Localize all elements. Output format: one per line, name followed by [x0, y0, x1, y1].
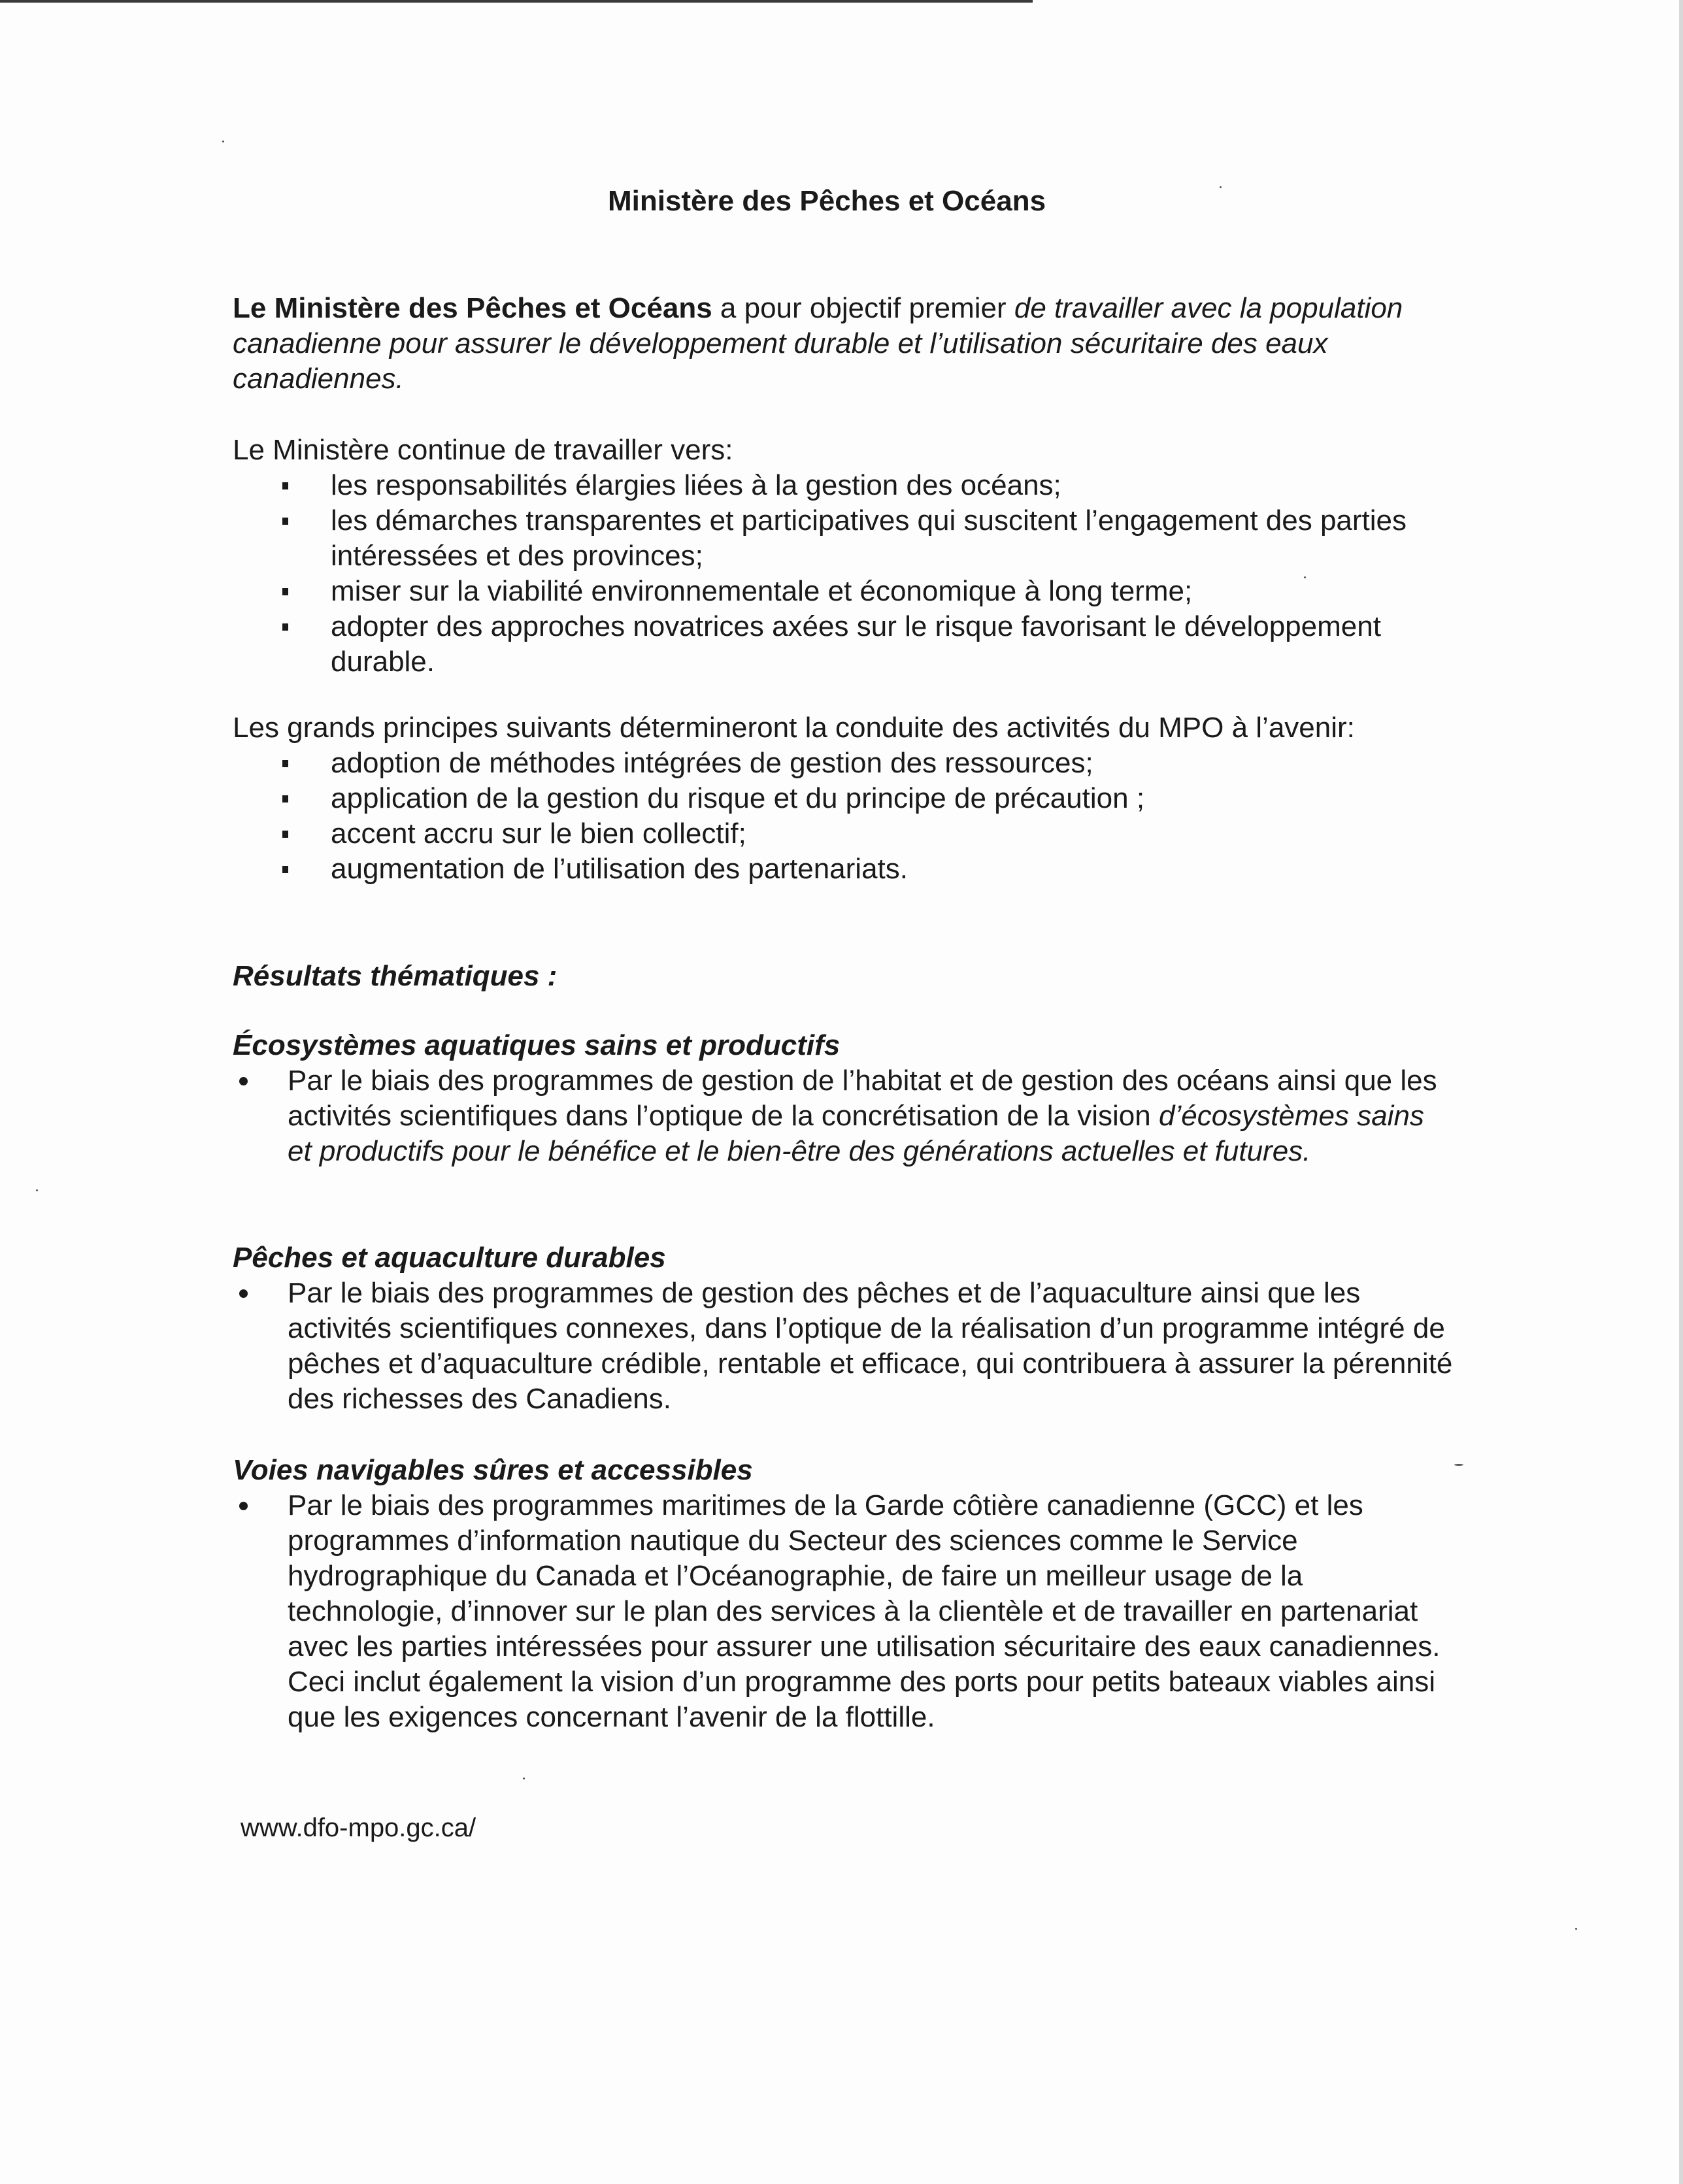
section1-list	[233, 468, 1455, 680]
results-heading: Résultats thématiques :	[233, 960, 558, 992]
list-item-text: adoption de méthodes intégrées de gestion des ressources;	[331, 747, 1093, 779]
peches-heading: Pêches et aquaculture durables	[233, 1242, 666, 1274]
section-voies	[233, 1453, 1455, 1735]
scan-speck	[1454, 1464, 1463, 1466]
list-item-text: les démarches transparentes et participatives qui suscitent l’engagement des parties intéressées et des provinces;	[331, 505, 1407, 572]
list-item	[233, 1063, 1455, 1169]
square-bullet-icon	[282, 623, 288, 631]
section-travailler	[233, 433, 1455, 680]
voies-heading: Voies navigables sûres et accessibles	[233, 1454, 753, 1486]
section1-lead: Le Ministère continue de travailler vers:	[233, 434, 733, 466]
list-item	[233, 1276, 1455, 1417]
eco-heading: Écosystèmes aquatiques sains et productifs	[233, 1029, 841, 1061]
section-principes	[233, 710, 1455, 887]
scan-right-edge	[1679, 0, 1683, 2184]
section-ecosystemes	[233, 1028, 1455, 1169]
list-item	[233, 852, 1455, 887]
square-bullet-icon	[282, 760, 288, 767]
list-item	[233, 746, 1455, 781]
list-item	[233, 781, 1455, 816]
round-bullet-icon	[239, 1077, 248, 1085]
voies-text: Par le biais des programmes maritimes de la Garde côtière canadienne (GCC) et les programmes d’information nautique du Secteur des sciences comme le Service hydrographique du Canada et l’Océanographie, de faire un meilleur usage de la technologie, d’innover sur le plan des services à la clientèle et de travailler en partenariat avec les parties intéressées pour assurer une utilisation sécuritaire des eaux canadiennes. Ceci inclut également la vision d’un programme des ports pour petits bateaux viables ainsi que les exigences concernant l’avenir de la flottille.	[288, 1489, 1441, 1733]
scan-speck	[36, 1189, 38, 1191]
list-item-text: accent accru sur le bien collectif;	[331, 818, 746, 850]
intro-plain: a pour objectif premier	[712, 292, 1014, 324]
list-item	[233, 574, 1455, 609]
square-bullet-icon	[282, 482, 288, 489]
scan-speck	[1304, 576, 1306, 578]
list-item-text: miser sur la viabilité environnementale et économique à long terme;	[331, 575, 1193, 607]
square-bullet-icon	[282, 518, 288, 525]
scan-top-edge	[0, 0, 1033, 3]
list-item	[233, 1488, 1455, 1735]
square-bullet-icon	[282, 866, 288, 873]
list-item-text: application de la gestion du risque et du principe de précaution ;	[331, 782, 1145, 814]
list-item-text: adopter des approches novatrices axées sur le risque favorisant le développement durable.	[331, 610, 1381, 678]
footer-url: www.dfo-mpo.gc.ca/	[241, 1813, 476, 1842]
square-bullet-icon	[282, 588, 288, 595]
scan-speck	[1575, 1928, 1577, 1930]
list-item-text: les responsabilités élargies liées à la gestion des océans;	[331, 469, 1061, 501]
list-item	[233, 468, 1455, 503]
intro-paragraph	[233, 291, 1455, 397]
intro-italic: de travailler avec la population canadienne pour assurer le développement durable et l’utilisation sécuritaire des eaux canadiennes.	[233, 292, 1403, 395]
scan-speck	[1220, 186, 1222, 188]
list-item	[233, 609, 1455, 680]
list-item	[233, 816, 1455, 852]
scan-speck	[222, 141, 224, 142]
intro-bold: Le Ministère des Pêches et Océans	[233, 292, 712, 324]
square-bullet-icon	[282, 795, 288, 802]
eco-text: Par le biais des programmes de gestion de l’habitat et de gestion des océans ainsi que les activités scientifiques dans l’optique de la concrétisation de la vision	[288, 1065, 1437, 1132]
peches-text: Par le biais des programmes de gestion des pêches et de l’aquaculture ainsi que les activités scientifiques connexes, dans l’optique de la réalisation d’un programme intégré de pêches et d’aquaculture crédible, rentable et efficace, qui contribuera à assurer la pérennité des richesses des Canadiens.	[288, 1277, 1453, 1415]
results-heading-block	[233, 959, 1455, 994]
list-item-text: augmentation de l’utilisation des partenariats.	[331, 853, 908, 885]
scan-speck	[523, 1778, 525, 1779]
section-peches	[233, 1240, 1455, 1417]
page-title: Ministère des Pêches et Océans	[607, 185, 1046, 217]
section2-lead: Les grands principes suivants détermineront la conduite des activités du MPO à l’avenir:	[233, 712, 1355, 744]
round-bullet-icon	[239, 1289, 248, 1298]
list-item	[233, 503, 1455, 574]
round-bullet-icon	[239, 1502, 248, 1510]
square-bullet-icon	[282, 831, 288, 838]
section2-list	[233, 746, 1455, 887]
eco-italic: d’écosystèmes sains et productifs pour le bénéfice et le bien-être des générations actuelles et futures.	[288, 1100, 1424, 1167]
